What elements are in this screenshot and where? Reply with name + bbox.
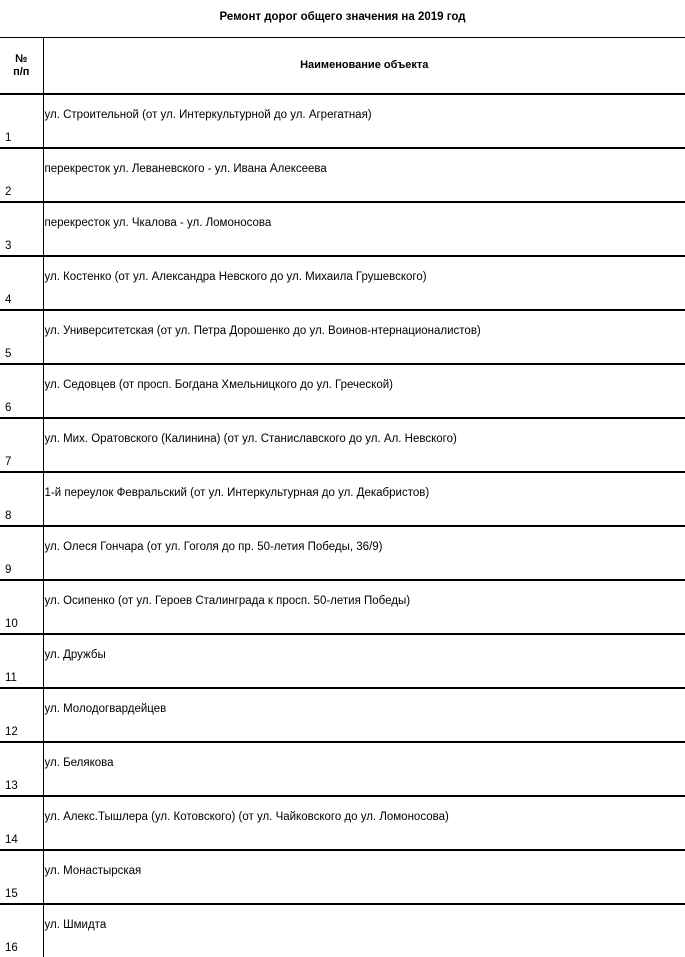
row-number: 14 bbox=[0, 796, 43, 850]
object-name: ул. Шмидта bbox=[44, 919, 107, 931]
row-number: 4 bbox=[0, 256, 43, 310]
row-number: 8 bbox=[0, 472, 43, 526]
object-name: ул. Осипенко (от ул. Героев Сталинграда к просп. 50-летия Победы) bbox=[43, 580, 685, 634]
table-row bbox=[0, 742, 685, 796]
object-name: перекресток ул. Чкалова - ул. Ломоносова bbox=[43, 202, 685, 256]
row-number: 12 bbox=[0, 688, 43, 742]
row-number: 3 bbox=[0, 202, 43, 256]
object-name: ул. Алекс.Тышлера (ул. Котовского) (от ул. Чайковского до ул. Ломоносова) bbox=[43, 796, 685, 850]
table-row bbox=[0, 580, 685, 634]
row-number: 9 bbox=[0, 526, 43, 580]
table-row bbox=[0, 850, 685, 904]
row-number: 6 bbox=[0, 364, 43, 418]
row-number: 13 bbox=[0, 742, 43, 796]
object-name: ул. Мих. Оратовского (Калинина) (от ул. Станиславского до ул. Ал. Невского) bbox=[43, 418, 685, 472]
object-name: ул. Белякова bbox=[43, 742, 685, 796]
column-header-number-abbr: п/п bbox=[13, 65, 30, 78]
table-row bbox=[0, 526, 685, 580]
row-number: 16 bbox=[0, 904, 43, 957]
object-name: ул. Университетская (от ул. Петра Дорошенко до ул. Воинов-нтернационалистов) bbox=[43, 310, 685, 364]
table-row bbox=[0, 94, 685, 148]
table-body bbox=[0, 94, 685, 957]
roads-table bbox=[0, 37, 685, 957]
object-name: перекресток ул. Леваневского - ул. Ивана Алексеева bbox=[43, 148, 685, 202]
table-header-row bbox=[0, 38, 685, 95]
column-header-name: Наименование объекта bbox=[43, 38, 685, 95]
table-row bbox=[0, 202, 685, 256]
table-row bbox=[0, 472, 685, 526]
table-row bbox=[0, 418, 685, 472]
table-row bbox=[0, 904, 685, 957]
object-name: ул. Костенко (от ул. Александра Невского до ул. Михаила Грушевского) bbox=[43, 256, 685, 310]
row-number: 2 bbox=[0, 148, 43, 202]
page-title: Ремонт дорог общего значения на 2019 год bbox=[219, 11, 466, 23]
table-row bbox=[0, 364, 685, 418]
table-row bbox=[0, 688, 685, 742]
row-number: 7 bbox=[0, 418, 43, 472]
object-name: ул. Седовцев (от просп. Богдана Хмельницкого до ул. Греческой) bbox=[43, 364, 685, 418]
object-name: ул. Молодогвардейцев bbox=[43, 688, 685, 742]
column-header-number bbox=[0, 38, 43, 95]
row-number: 11 bbox=[0, 634, 43, 688]
object-name: 1-й переулок Февральский (от ул. Интеркультурная до ул. Декабристов) bbox=[43, 472, 685, 526]
object-name: ул. Монастырская bbox=[43, 850, 685, 904]
table-row bbox=[0, 796, 685, 850]
column-header-number-symbol: № bbox=[15, 52, 28, 65]
object-name: ул. Дружбы bbox=[43, 634, 685, 688]
row-number: 1 bbox=[0, 94, 43, 148]
row-number: 15 bbox=[0, 850, 43, 904]
table-row bbox=[0, 148, 685, 202]
table-row bbox=[0, 310, 685, 364]
object-name: ул. Строительной (от ул. Интеркультурной до ул. Агрегатная) bbox=[43, 94, 685, 148]
object-name: ул. Олеся Гончара (от ул. Гоголя до пр. 50-летия Победы, 36/9) bbox=[43, 526, 685, 580]
table-row bbox=[0, 634, 685, 688]
row-number: 5 bbox=[0, 310, 43, 364]
table-row bbox=[0, 256, 685, 310]
row-number: 10 bbox=[0, 580, 43, 634]
